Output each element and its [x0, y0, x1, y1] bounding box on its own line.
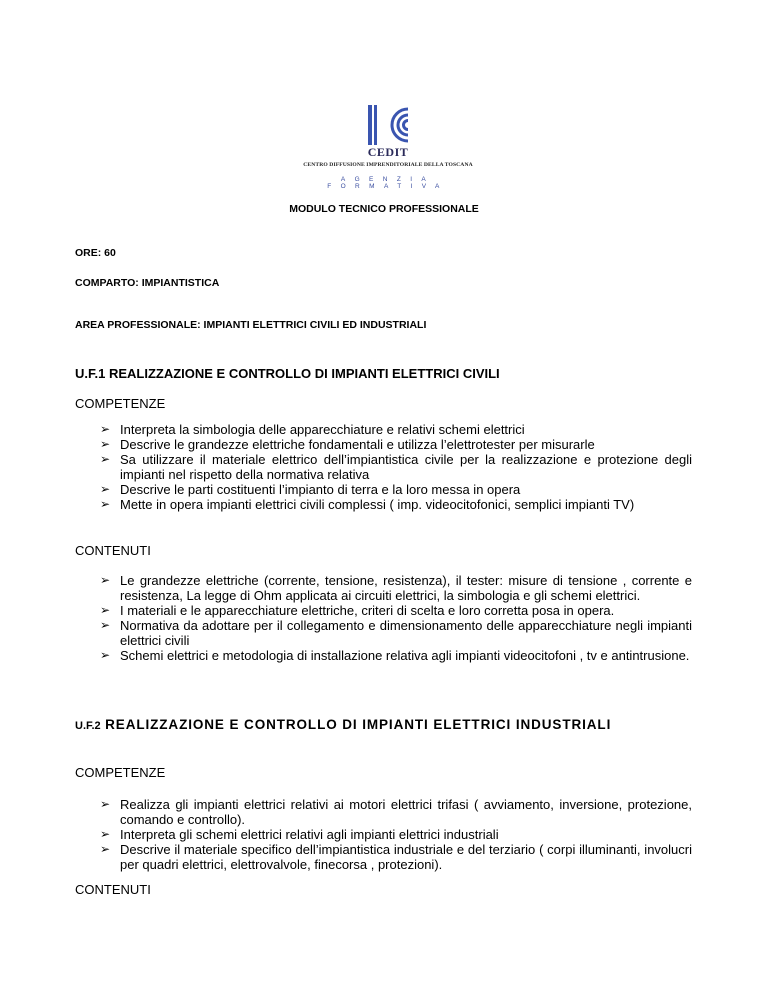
arrow-bullet-icon: ➢: [100, 497, 111, 511]
list-item: ➢ Realizza gli impianti elettrici relativi ai motori elettrici trifasi ( avviamento, inversione, protezione, comando e controllo).: [100, 797, 692, 827]
list-item: ➢ Interpreta gli schemi elettrici relativi agli impianti elettrici industriali: [100, 827, 499, 842]
arrow-bullet-icon: ➢: [100, 482, 111, 496]
arrow-bullet-icon: ➢: [100, 452, 111, 466]
uf1-title: U.F.1 REALIZZAZIONE E CONTROLLO DI IMPIANTI ELETTRICI CIVILI: [75, 366, 500, 381]
arrow-bullet-icon: ➢: [100, 618, 111, 632]
cedit-logo-mark-icon: [368, 105, 408, 145]
ore-value: : 60: [97, 247, 116, 259]
uf2-prefix: U.F.2: [75, 720, 101, 732]
cedit-logo: [293, 103, 483, 189]
arrow-bullet-icon: ➢: [100, 437, 111, 451]
arrow-bullet-icon: ➢: [100, 648, 111, 662]
list-item: ➢ Descrive le grandezze elettriche fondamentali e utilizza l’elettrotester per misurarle: [100, 437, 595, 452]
arrow-bullet-icon: ➢: [100, 842, 111, 856]
list-item: ➢ Le grandezze elettriche (corrente, tensione, resistenza), il tester: misure di tensione , corrente e resistenza, La legge di Ohm applicata ai circuiti elettrici, la simbologia e gli schemi elettrici.: [100, 573, 692, 603]
list-item: ➢ Schemi elettrici e metodologia di installazione relativa agli impianti videocitofoni , tv e antintrusione.: [100, 648, 690, 663]
uf1-competenze-heading: COMPETENZE: [75, 396, 166, 411]
list-item: ➢ Mette in opera impianti elettrici civili complessi ( imp. videocitofonici, semplici impianti TV): [100, 497, 635, 512]
logo-tagline: CENTRO DIFFUSIONE IMPRENDITORIALE DELLA TOSCANA: [303, 162, 473, 168]
uf2-competenze-list: [75, 797, 692, 872]
arrow-bullet-icon: ➢: [100, 573, 111, 587]
uf1-contenuti-list: [75, 573, 692, 663]
page-title: MODULO TECNICO PROFESSIONALE: [289, 203, 479, 215]
list-item: ➢ I materiali e le apparecchiature elettriche, criteri di scelta e loro corretta posa in opera.: [100, 603, 615, 618]
logo-subtitle: AGENZIA FORMATIVA: [327, 176, 449, 190]
list-item: ➢ Interpreta la simbologia delle apparecchiature e relativi schemi elettrici: [100, 422, 525, 437]
uf2-title-text: REALIZZAZIONE E CONTROLLO DI IMPIANTI ELETTRICI INDUSTRIALI: [105, 717, 612, 732]
area-line: AREA PROFESSIONALE: IMPIANTI ELETTRICI CIVILI ED INDUSTRIALI: [75, 319, 427, 331]
logo-name: CEDIT: [367, 145, 409, 159]
list-item: ➢ Normativa da adottare per il collegamento e dimensionamento delle apparecchiature negli impianti elettrici civili: [100, 618, 692, 648]
uf1-competenze-list: [75, 422, 692, 512]
list-item: ➢ Sa utilizzare il materiale elettrico dell’impiantistica civile per la realizzazione e protezione degli impianti nel rispetto della normativa relativa: [100, 452, 692, 482]
arrow-bullet-icon: ➢: [100, 827, 111, 841]
arrow-bullet-icon: ➢: [100, 422, 111, 436]
arrow-bullet-icon: ➢: [100, 603, 111, 617]
arrow-bullet-icon: ➢: [100, 797, 111, 811]
uf1-contenuti-heading: CONTENUTI: [75, 543, 151, 558]
list-item: ➢ Descrive le parti costituenti l’impianto di terra e la loro messa in opera: [100, 482, 521, 497]
list-item: ➢ Descrive il materiale specifico dell’impiantistica industriale e del terziario ( corpi illuminanti, involucri per quadri elettrici, elettrovalvole, finecorsa , protezioni).: [100, 842, 692, 872]
uf2-title: [75, 716, 611, 734]
ore-line: [75, 247, 116, 259]
uf2-contenuti-heading: CONTENUTI: [75, 882, 151, 897]
comparto-line: COMPARTO: IMPIANTISTICA: [75, 277, 220, 289]
uf2-competenze-heading: COMPETENZE: [75, 765, 166, 780]
ore-label: ORE: [75, 247, 98, 259]
